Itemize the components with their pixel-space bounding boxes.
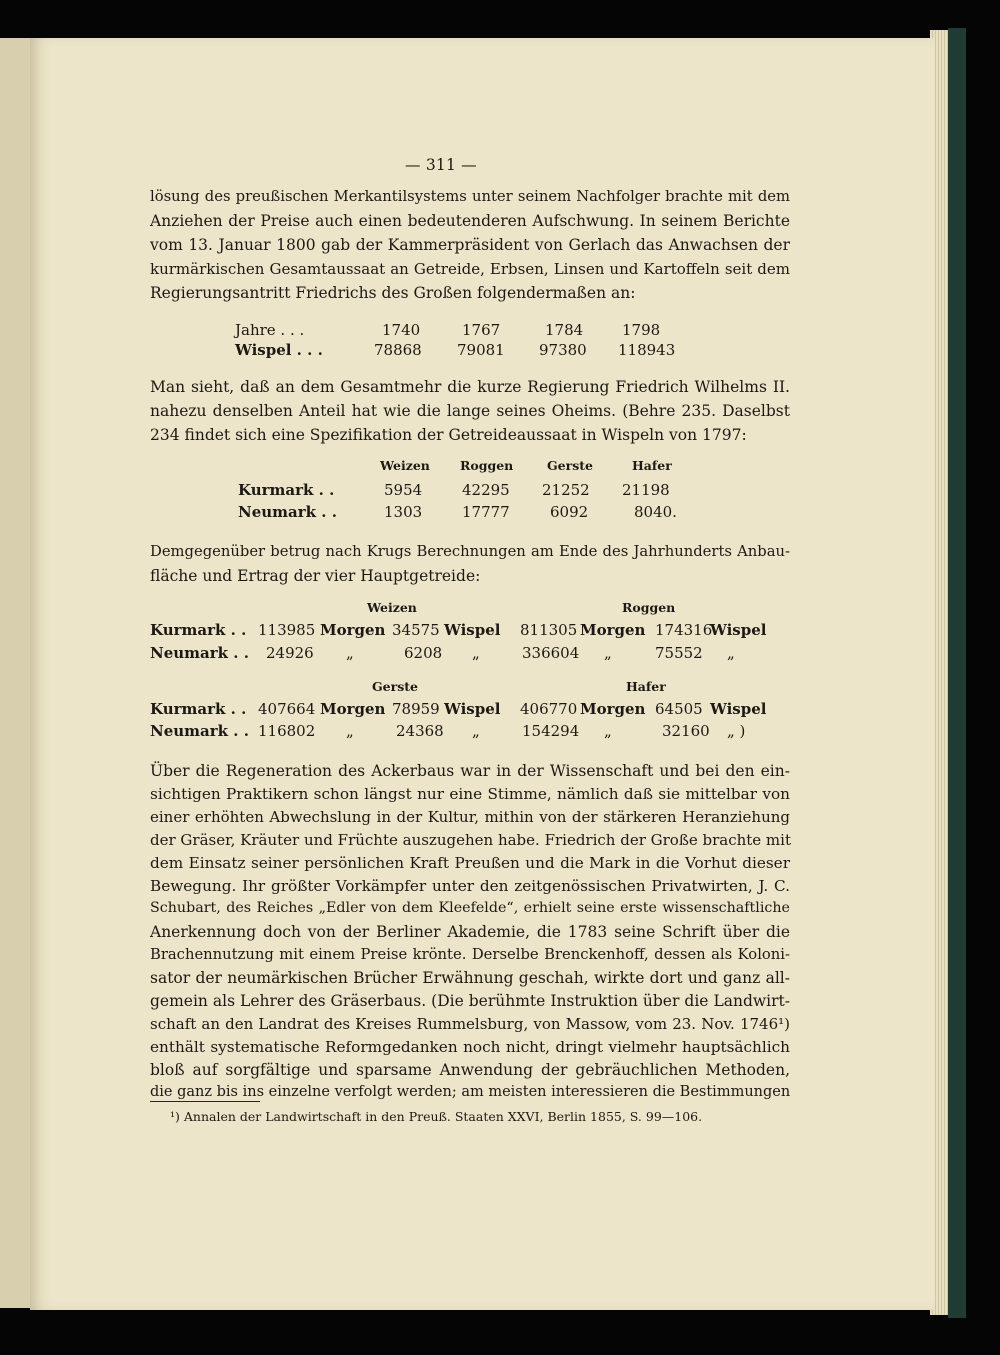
row-label: Neumark . . xyxy=(238,503,337,521)
year-cell: 1740 xyxy=(382,321,421,339)
cell: 6092 xyxy=(550,503,589,521)
unit: „ xyxy=(604,722,612,740)
cell: 113985 xyxy=(258,621,316,639)
cell: 8040. xyxy=(634,503,677,521)
cell: 34575 xyxy=(392,621,440,639)
unit: Wispel xyxy=(710,700,767,718)
unit: Morgen xyxy=(320,621,386,639)
cell: 116802 xyxy=(258,722,316,740)
cell: 42295 xyxy=(462,481,510,499)
text-line: 234 findet sich eine Spezifikation der Getreideaussaat in Wispeln von 1797: xyxy=(150,426,747,444)
cell: 811305 xyxy=(520,621,578,639)
wispel-label: Wispel . . . xyxy=(235,341,323,359)
book-left-edge xyxy=(0,38,31,1308)
row-label: Kurmark . . xyxy=(238,481,335,499)
cell: 6208 xyxy=(404,644,443,662)
text-line: schaft an den Landrat des Kreises Rummelsburg, von Massow, vom 23. Nov. 1746¹) xyxy=(150,1015,790,1033)
unit: Wispel xyxy=(444,700,501,718)
text-line: fläche und Ertrag der vier Hauptgetreide: xyxy=(150,567,481,585)
cell: 24368 xyxy=(396,722,444,740)
wispel-cell: 78868 xyxy=(374,341,422,359)
text-line: Man sieht, daß an dem Gesamtmehr die kurze Regierung Friedrich Wilhelms II. xyxy=(150,378,790,396)
col-header: Weizen xyxy=(367,600,417,615)
year-cell: 1767 xyxy=(462,321,501,339)
col-header: Gerste xyxy=(372,679,418,694)
cell: 5954 xyxy=(384,481,423,499)
cell: 21252 xyxy=(542,481,590,499)
cell: 75552 xyxy=(655,644,703,662)
col-header: Gerste xyxy=(547,458,593,473)
unit: „ xyxy=(472,722,480,740)
cell: 78959 xyxy=(392,700,440,718)
text-line: Anziehen der Preise auch einen bedeutenderen Aufschwung. In seinem Berichte xyxy=(150,212,790,230)
text-line: einer erhöhten Abwechslung in der Kultur, mithin von der stärkeren Heranziehung xyxy=(150,808,790,826)
cell: 1303 xyxy=(384,503,423,521)
col-header: Weizen xyxy=(380,458,430,473)
text-line: sichtigen Praktikern schon längst nur eine Stimme, nämlich daß sie mittelbar von xyxy=(150,785,790,803)
row-label: Neumark . . xyxy=(150,644,249,662)
text-line: vom 13. Januar 1800 gab der Kammerpräsident von Gerlach das Anwachsen der xyxy=(150,236,790,254)
text-line: kurmärkischen Gesamtaussaat an Getreide, Erbsen, Linsen und Kartoffeln seit dem xyxy=(150,260,790,278)
footnote: ¹) Annalen der Landwirtschaft in den Preuß. Staaten XXVI, Berlin 1855, S. 99—106. xyxy=(170,1109,703,1124)
text-line: lösung des preußischen Merkantilsystems unter seinem Nachfolger brachte mit dem xyxy=(150,188,790,205)
cell: 32160 xyxy=(662,722,710,740)
text-line: Regierungsantritt Friedrichs des Großen folgendermaßen an: xyxy=(150,284,636,302)
text-line: Demgegenüber betrug nach Krugs Berechnungen am Ende des Jahrhunderts Anbau- xyxy=(150,543,790,560)
text-line: Anerkennung doch von der Berliner Akademie, die 1783 seine Schrift über die xyxy=(150,923,790,941)
wispel-cell: 79081 xyxy=(457,341,505,359)
cell: 336604 xyxy=(522,644,580,662)
page-number: — 311 — xyxy=(405,156,477,174)
text-line: bloß auf sorgfältige und sparsame Anwendung der gebräuchlichen Methoden, xyxy=(150,1061,790,1079)
unit: Morgen xyxy=(580,700,646,718)
unit: „ xyxy=(604,644,612,662)
book-cover xyxy=(948,28,966,1318)
text-line: Bewegung. Ihr größter Vorkämpfer unter den zeitgenössischen Privatwirten, J. C. xyxy=(150,877,790,895)
cell: 21198 xyxy=(622,481,670,499)
cell: 17777 xyxy=(462,503,510,521)
footnote-rule xyxy=(150,1101,260,1102)
cell: 64505 xyxy=(655,700,703,718)
col-header: Hafer xyxy=(632,458,672,473)
unit: „ xyxy=(346,644,354,662)
cell: 24926 xyxy=(266,644,314,662)
unit: Morgen xyxy=(320,700,386,718)
text-line: gemein als Lehrer des Gräserbaus. (Die berühmte Instruktion über die Landwirt- xyxy=(150,992,790,1010)
years-label: Jahre . . . xyxy=(235,321,305,339)
col-header: Roggen xyxy=(460,458,514,473)
text-line: sator der neumärkischen Brücher Erwähnung geschah, wirkte dort und ganz all- xyxy=(150,969,790,987)
text-line: Schubart, des Reiches „Edler von dem Kleefelde“, erhielt seine erste wissenschaftliche xyxy=(150,900,790,916)
unit: Wispel xyxy=(444,621,501,639)
text-line: der Gräser, Kräuter und Früchte auszugehen habe. Friedrich der Große brachte mit xyxy=(150,831,791,849)
unit: Morgen xyxy=(580,621,646,639)
cell: 407664 xyxy=(258,700,316,718)
unit: „ ) xyxy=(727,722,746,740)
text-line: die ganz bis ins einzelne verfolgt werden; am meisten interessieren die Bestimmungen xyxy=(150,1084,791,1100)
book-page xyxy=(30,38,935,1310)
unit: „ xyxy=(346,722,354,740)
year-cell: 1798 xyxy=(622,321,661,339)
wispel-cell: 97380 xyxy=(539,341,587,359)
text-line: nahezu denselben Anteil hat wie die lange seines Oheims. (Behre 235. Daselbst xyxy=(150,402,790,420)
col-header: Hafer xyxy=(626,679,666,694)
unit: „ xyxy=(727,644,735,662)
row-label: Kurmark . . xyxy=(150,621,247,639)
cell: 406770 xyxy=(520,700,578,718)
col-header: Roggen xyxy=(622,600,676,615)
row-label: Neumark . . xyxy=(150,722,249,740)
text-line: Brachennutzung mit einem Preise krönte. Derselbe Brenckenhoff, dessen als Koloni- xyxy=(150,946,790,963)
year-cell: 1784 xyxy=(545,321,584,339)
cell: 174316 xyxy=(655,621,713,639)
row-label: Kurmark . . xyxy=(150,700,247,718)
wispel-cell: 118943 xyxy=(618,341,676,359)
text-line: Über die Regeneration des Ackerbaus war in der Wissenschaft und bei den ein- xyxy=(150,762,790,780)
text-line: enthält systematische Reformgedanken noch nicht, dringt vielmehr hauptsächlich xyxy=(150,1038,790,1056)
unit: „ xyxy=(472,644,480,662)
cell: 154294 xyxy=(522,722,580,740)
unit: Wispel xyxy=(710,621,767,639)
text-line: dem Einsatz seiner persönlichen Kraft Preußen und die Mark in die Vorhut dieser xyxy=(150,854,790,872)
